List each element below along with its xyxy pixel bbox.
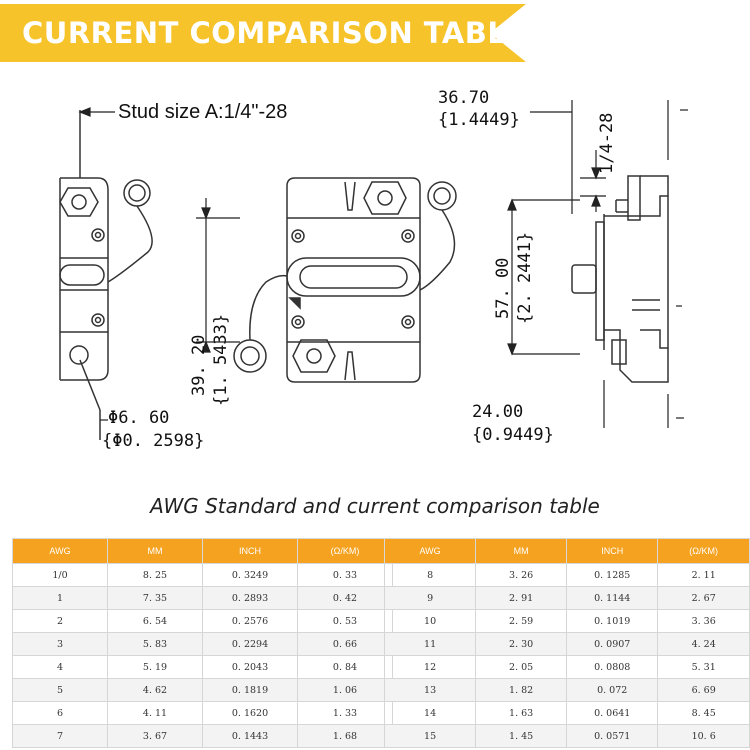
table-cell: 3. 36 — [658, 610, 750, 633]
table-cell: 2 — [13, 610, 108, 633]
header-ohm-km: (Ω/KM) — [298, 539, 393, 564]
table-cell: 1. 45 — [476, 725, 567, 748]
stud-size-label: Stud size A:1/4"-28 — [118, 101, 288, 123]
table-row — [385, 656, 750, 679]
side-height-in: {2. 2441} — [515, 231, 535, 324]
table-cell: 0. 072 — [567, 679, 658, 702]
table-cell: 8. 25 — [108, 564, 203, 587]
table-row — [13, 725, 393, 748]
table-cell: 0. 1620 — [203, 702, 298, 725]
table-row — [385, 633, 750, 656]
banner-title: CURRENT COMPARISON TABLE — [22, 16, 527, 50]
table-cell: 7. 35 — [108, 587, 203, 610]
depth-in: {1.4449} — [438, 110, 520, 130]
table-cell: 0. 0808 — [567, 656, 658, 679]
table-row — [13, 656, 393, 679]
hole-diameter-mm: Φ6. 60 — [108, 408, 170, 428]
table-header-row — [13, 539, 393, 564]
table-cell: 6. 54 — [108, 610, 203, 633]
breaker-drawing — [0, 66, 750, 466]
table-cell: 2. 91 — [476, 587, 567, 610]
table-cell: 2. 11 — [658, 564, 750, 587]
table-cell: 4. 62 — [108, 679, 203, 702]
table-cell: 5. 83 — [108, 633, 203, 656]
table-cell: 1 — [13, 587, 108, 610]
table-cell: 0. 0641 — [567, 702, 658, 725]
table-cell: 5 — [13, 679, 108, 702]
table-cell: 10 — [385, 610, 476, 633]
depth-mm: 36.70 — [438, 88, 490, 108]
table-row — [385, 587, 750, 610]
table-cell: 2. 05 — [476, 656, 567, 679]
table-cell: 1. 33 — [298, 702, 393, 725]
table-cell: 12 — [385, 656, 476, 679]
table-row — [385, 564, 750, 587]
table-cell: 0. 0571 — [567, 725, 658, 748]
table-row — [385, 702, 750, 725]
table-cell: 0. 33 — [298, 564, 393, 587]
table-cell: 5. 31 — [658, 656, 750, 679]
table-cell: 14 — [385, 702, 476, 725]
table-cell: 2. 30 — [476, 633, 567, 656]
header-inch: INCH — [567, 539, 658, 564]
center-front-view — [234, 178, 456, 382]
table-cell: 3. 26 — [476, 564, 567, 587]
header-ohm-km: (Ω/KM) — [658, 539, 750, 564]
header-mm: MM — [108, 539, 203, 564]
table-cell: 3 — [13, 633, 108, 656]
table-cell: 1/0 — [13, 564, 108, 587]
table-cell: 0. 0907 — [567, 633, 658, 656]
table-row — [13, 587, 393, 610]
table-cell: 11 — [385, 633, 476, 656]
left-mount-hole — [70, 346, 88, 364]
table-cell: 0. 2576 — [203, 610, 298, 633]
table-cell: 5. 19 — [108, 656, 203, 679]
table-cell: 3. 67 — [108, 725, 203, 748]
table-cell: 0. 2294 — [203, 633, 298, 656]
table-row — [13, 564, 393, 587]
table-cell: 0. 42 — [298, 587, 393, 610]
header-inch: INCH — [203, 539, 298, 564]
title-banner — [0, 0, 750, 66]
table-cell: 9 — [385, 587, 476, 610]
awg-table-left — [12, 538, 393, 748]
table-cell: 10. 6 — [658, 725, 750, 748]
table-row — [13, 702, 393, 725]
left-partial-view — [60, 110, 152, 440]
table-cell: 6 — [13, 702, 108, 725]
table-cell: 15 — [385, 725, 476, 748]
hole-diameter-in: {Φ0. 2598} — [102, 431, 205, 451]
table-cell: 0. 1285 — [567, 564, 658, 587]
table-cell: 0. 53 — [298, 610, 393, 633]
table-cell: 8 — [385, 564, 476, 587]
table-row — [385, 725, 750, 748]
table-cell: 0. 2893 — [203, 587, 298, 610]
left-nut-icon — [60, 188, 98, 216]
table-cell: 2. 59 — [476, 610, 567, 633]
table-row — [13, 633, 393, 656]
table-header-row — [385, 539, 750, 564]
table-cell: 2. 67 — [658, 587, 750, 610]
table-cell: 0. 1144 — [567, 587, 658, 610]
base-width-in: {0.9449} — [472, 425, 554, 445]
table-cell: 4. 24 — [658, 633, 750, 656]
table-row — [385, 610, 750, 633]
table-cell: 13 — [385, 679, 476, 702]
side-height-mm: 57. 00 — [493, 257, 513, 319]
table-cell: 0. 2043 — [203, 656, 298, 679]
header-awg: AWG — [385, 539, 476, 564]
table-cell: 0. 1019 — [567, 610, 658, 633]
table-cell: 4. 11 — [108, 702, 203, 725]
table-cell: 1. 63 — [476, 702, 567, 725]
table-row — [13, 679, 393, 702]
table-cell: 0. 1819 — [203, 679, 298, 702]
height-in: {1. 5433} — [211, 313, 231, 406]
table-cell: 0. 84 — [298, 656, 393, 679]
table-cell: 7 — [13, 725, 108, 748]
table-cell: 0. 66 — [298, 633, 393, 656]
table-cell: 6. 69 — [658, 679, 750, 702]
table-row — [385, 679, 750, 702]
table-cell: 4 — [13, 656, 108, 679]
bottom-nut-icon — [293, 340, 335, 372]
breaker-line-art — [0, 66, 750, 466]
table-row — [13, 610, 393, 633]
table-cell: 1. 06 — [298, 679, 393, 702]
thread-label: 1/4-28 — [597, 112, 617, 174]
table-title: AWG Standard and current comparison table — [150, 494, 600, 518]
top-nut-icon — [364, 182, 406, 214]
awg-table-right — [384, 538, 750, 748]
table-cell: 0. 3249 — [203, 564, 298, 587]
table-cell: 0. 1443 — [203, 725, 298, 748]
height-mm: 39. 20 — [189, 334, 209, 396]
table-cell: 1. 68 — [298, 725, 393, 748]
header-awg: AWG — [13, 539, 108, 564]
right-side-view — [572, 176, 668, 382]
table-cell: 1. 82 — [476, 679, 567, 702]
table-cell: 8. 45 — [658, 702, 750, 725]
base-width-mm: 24.00 — [472, 402, 524, 422]
header-mm: MM — [476, 539, 567, 564]
